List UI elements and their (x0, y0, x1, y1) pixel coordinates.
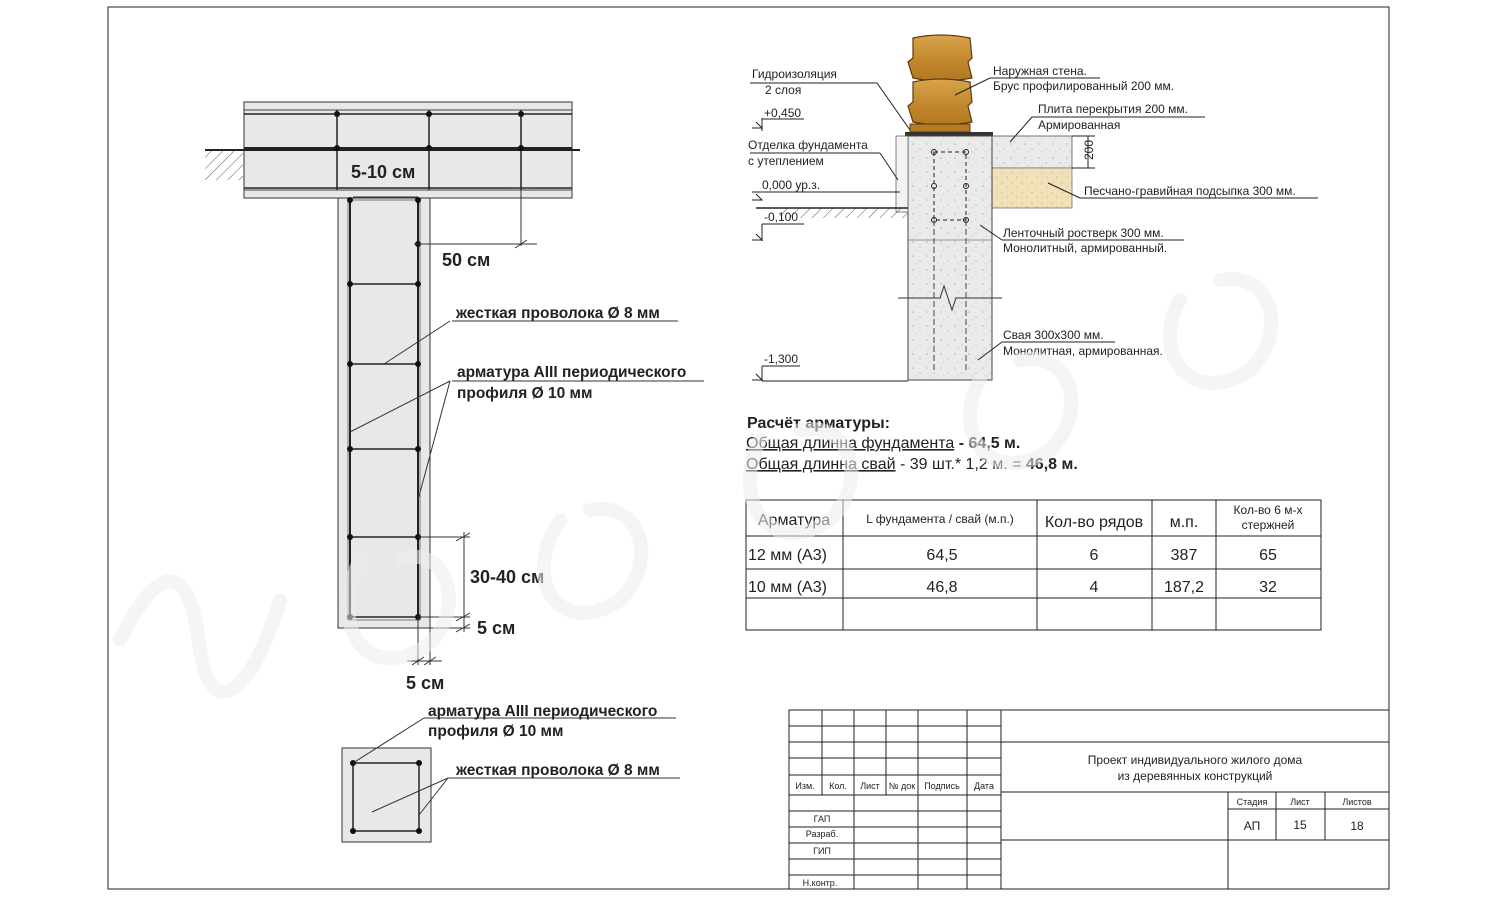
level-plus-450: +0,450 (764, 106, 802, 120)
dim-5cm-b: 5 см (406, 673, 445, 693)
cs-rebar-label-line1: арматура AIII периодического (428, 703, 658, 720)
sand-label: Песчано-гравийная подсыпка 300 мм. (1084, 184, 1296, 198)
tb-col-sign: Подпись (924, 781, 960, 791)
tb-sheets-label: Листов (1342, 797, 1372, 807)
slab-dim: 200 (1082, 139, 1096, 160)
wire-label: жесткая проволока Ø 8 мм (456, 305, 660, 322)
waterproof-label-2: 2 слоя (765, 83, 802, 97)
r1-rebar: 12 мм (А3) (748, 547, 827, 564)
th-length: L фундамента / свай (м.п.) (866, 512, 1014, 526)
dim-5cm-a: 5 см (477, 618, 516, 638)
level-zero: 0,000 ур.з. (762, 178, 821, 192)
calc-line2-value: 46,8 м. (1025, 456, 1078, 473)
tb-stage: АП (1243, 819, 1261, 833)
th-rebar: Арматура (757, 512, 831, 529)
level-minus-100: -0,100 (764, 210, 799, 224)
r2-bars: 32 (1259, 579, 1277, 596)
title-block (789, 710, 1389, 889)
calc-line1-label: Общая длинна фундамента (746, 435, 955, 452)
tb-role-gap: ГАП (813, 814, 831, 824)
cs-rebar-label-line2: профиля Ø 10 мм (428, 723, 564, 740)
tb-col-date: Дата (974, 781, 994, 791)
tb-stage-label: Стадия (1236, 797, 1268, 807)
tb-col-izm: Изм. (795, 781, 815, 791)
tb-col-kol: Кол. (829, 781, 847, 791)
pile-label-2: Монолитная, армированная. (1003, 344, 1163, 358)
calc-title: Расчёт арматуры: (747, 415, 890, 432)
calc-line2-label: Общая длинна свай (746, 456, 896, 473)
tb-col-doc: № док (888, 781, 916, 791)
tb-project-line2: из деревянных конструкций (1117, 769, 1273, 783)
cs-wire-label: жесткая проволока Ø 8 мм (456, 762, 660, 779)
tb-col-list: Лист (860, 781, 880, 791)
tb-sheet-label: Лист (1290, 797, 1310, 807)
timber-wall (908, 35, 972, 132)
r2-rows: 4 (1089, 579, 1099, 596)
calc-line2-mid: - 39 шт.* 1,2 м. = (895, 456, 1026, 473)
wall-label-2: Брус профилированный 200 мм. (993, 79, 1175, 93)
tb-project-line1: Проект индивидуального жилого дома (1087, 753, 1303, 767)
dim-50cm: 50 см (442, 250, 491, 270)
foundation-section (748, 35, 1318, 381)
dim-5-10cm: 5-10 см (351, 162, 416, 182)
r1-rows: 6 (1089, 547, 1099, 564)
tb-sheet: 15 (1293, 818, 1307, 832)
level-minus-1300: -1,300 (764, 352, 799, 366)
rebar-label-line1: арматура AIII периодического (457, 364, 687, 381)
wall-label-1: Наружная стена. (993, 64, 1087, 78)
r1-bars: 65 (1259, 547, 1277, 564)
pile-cross-section (342, 703, 680, 842)
th-mp: м.п. (1169, 514, 1199, 531)
r2-rebar: 10 мм (А3) (748, 579, 827, 596)
slab-label-1: Плита перекрытия 200 мм. (1038, 102, 1188, 116)
th-bars-1: Кол-во 6 м-х (1233, 503, 1303, 517)
r1-mp: 387 (1170, 547, 1198, 564)
grillage-label-1: Ленточный ростверк 300 мм. (1003, 226, 1164, 240)
r2-length: 46,8 (926, 579, 958, 596)
r2-mp: 187,2 (1163, 579, 1205, 596)
tb-role-razrab: Разраб. (805, 829, 839, 839)
tb-sheets: 18 (1350, 819, 1364, 833)
tb-role-gip: ГИП (813, 846, 831, 856)
calc-line1-value: - 64,5 м. (954, 435, 1021, 452)
finish-label-1: Отделка фундамента (748, 138, 868, 152)
waterproof-label-1: Гидроизоляция (752, 67, 837, 81)
r1-length: 64,5 (926, 547, 958, 564)
th-rows: Кол-во рядов (1044, 514, 1144, 531)
rebar-label-line2: профиля Ø 10 мм (457, 385, 593, 402)
pile-label-1: Свая 300х300 мм. (1003, 328, 1104, 342)
slab-label-2: Армированная (1038, 118, 1121, 132)
th-bars-2: стержней (1241, 518, 1295, 532)
grillage-label-2: Монолитный, армированный. (1003, 241, 1168, 255)
dim-30-40cm: 30-40 см (470, 567, 545, 587)
tb-role-nkontr: Н.контр. (802, 878, 838, 888)
finish-label-2: с утеплением (748, 154, 824, 168)
